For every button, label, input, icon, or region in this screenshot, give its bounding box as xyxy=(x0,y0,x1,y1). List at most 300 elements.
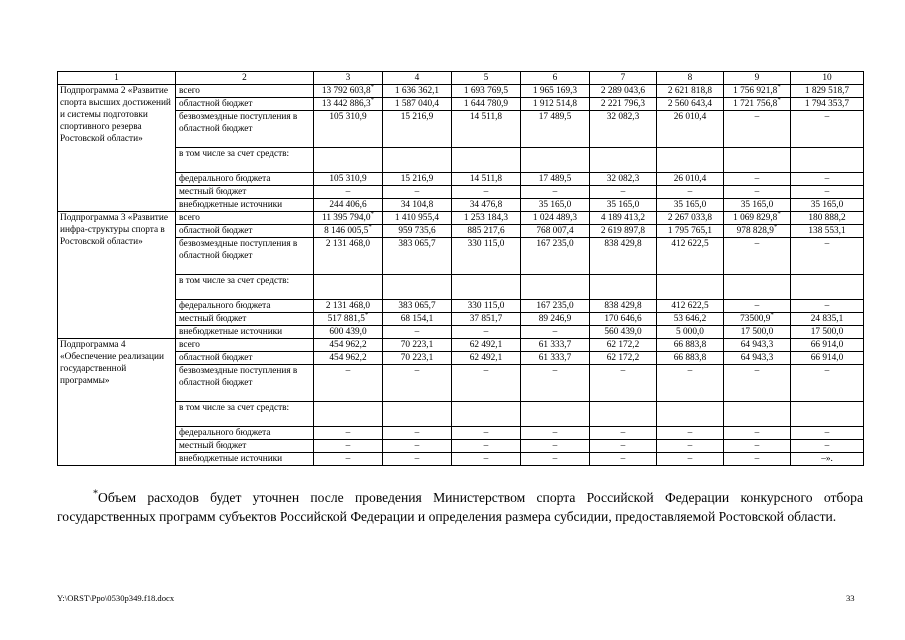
value-cell xyxy=(452,148,521,173)
value-cell xyxy=(383,300,452,313)
value-cell xyxy=(657,352,724,365)
value-cell xyxy=(590,352,657,365)
value-cell xyxy=(590,148,657,173)
funding-source-label: в том числе за счет средств: xyxy=(176,402,314,427)
funding-source-label: местный бюджет xyxy=(176,186,314,199)
value-cell xyxy=(791,427,864,440)
value-cell xyxy=(383,352,452,365)
value-cell xyxy=(791,238,864,275)
table-row xyxy=(58,427,864,440)
value-cell xyxy=(657,453,724,466)
value-text: 66 883,8 xyxy=(673,340,707,350)
value-text: – xyxy=(687,441,693,451)
value-cell xyxy=(791,453,864,466)
value-text: – xyxy=(620,454,626,464)
value-text: – xyxy=(824,174,830,184)
value-text: 68 154,1 xyxy=(400,314,434,324)
value-text: – xyxy=(483,366,489,376)
value-cell xyxy=(724,365,791,402)
value-text: – xyxy=(824,366,830,376)
value-cell xyxy=(590,402,657,427)
value-cell xyxy=(657,275,724,300)
budget-table xyxy=(57,71,864,466)
value-cell xyxy=(657,313,724,326)
value-cell xyxy=(791,85,864,98)
value-cell xyxy=(590,300,657,313)
table-row xyxy=(58,352,864,365)
value-text: – xyxy=(552,441,558,451)
value-cell xyxy=(657,402,724,427)
value-cell xyxy=(657,238,724,275)
value-text: 35 165,0 xyxy=(538,200,572,210)
funding-source-label: областной бюджет xyxy=(176,352,314,365)
table-row xyxy=(58,365,864,402)
value-cell xyxy=(314,98,383,111)
value-cell xyxy=(383,365,452,402)
footnote-mark: * xyxy=(370,211,374,218)
value-cell xyxy=(452,212,521,225)
value-text: 53 646,2 xyxy=(673,314,707,324)
value-cell xyxy=(590,326,657,339)
value-cell xyxy=(590,275,657,300)
value-text: – xyxy=(824,428,830,438)
value-cell xyxy=(590,111,657,148)
value-text: – xyxy=(687,366,693,376)
value-text: 34 104,8 xyxy=(400,200,434,210)
value-cell xyxy=(791,440,864,453)
value-text: – xyxy=(754,366,760,376)
value-cell xyxy=(724,453,791,466)
value-cell xyxy=(791,199,864,212)
funding-source-label: внебюджетные источники xyxy=(176,199,314,212)
value-cell xyxy=(314,300,383,313)
value-text: 1 794 353,7 xyxy=(804,99,850,109)
value-text: 244 406,6 xyxy=(329,200,367,210)
value-text: 959 735,6 xyxy=(398,226,436,236)
value-text: 26 010,4 xyxy=(673,174,707,184)
value-text: 978 828,9 xyxy=(736,226,774,236)
value-cell xyxy=(521,365,590,402)
value-text: 768 007,4 xyxy=(536,226,574,236)
value-text: 2 289 043,6 xyxy=(600,86,646,96)
value-cell xyxy=(791,186,864,199)
value-cell xyxy=(657,111,724,148)
value-text: 4 189 413,2 xyxy=(600,213,646,223)
value-text: 517 881,5 xyxy=(327,314,365,324)
value-text: 167 235,0 xyxy=(536,239,574,249)
value-cell xyxy=(383,402,452,427)
value-text: 32 082,3 xyxy=(606,112,640,122)
value-text: – xyxy=(483,441,489,451)
value-text: 34 476,8 xyxy=(469,200,503,210)
value-cell xyxy=(657,85,724,98)
value-cell xyxy=(724,212,791,225)
value-cell xyxy=(724,313,791,326)
value-text: 383 065,7 xyxy=(398,239,436,249)
value-cell xyxy=(724,275,791,300)
value-cell xyxy=(314,148,383,173)
value-text: 138 553,1 xyxy=(808,226,846,236)
value-text: – xyxy=(824,441,830,451)
table-row xyxy=(58,111,864,148)
value-text: 180 888,2 xyxy=(808,213,846,223)
value-cell xyxy=(452,225,521,238)
value-cell xyxy=(383,313,452,326)
table-row xyxy=(58,186,864,199)
value-text: 1 253 184,3 xyxy=(463,213,509,223)
value-text: 1 912 514,8 xyxy=(532,99,578,109)
value-cell xyxy=(590,313,657,326)
table-row xyxy=(58,148,864,173)
footer-file-path: Y:\ORST\Ppo\0530p349.f18.docx xyxy=(57,593,175,603)
value-cell xyxy=(657,212,724,225)
value-cell xyxy=(590,186,657,199)
value-cell xyxy=(590,173,657,186)
value-cell xyxy=(452,238,521,275)
value-cell xyxy=(791,402,864,427)
value-cell xyxy=(314,440,383,453)
value-text: 1 636 362,1 xyxy=(394,86,440,96)
value-cell xyxy=(724,111,791,148)
column-header: 7 xyxy=(590,72,657,85)
value-text: 35 165,0 xyxy=(810,200,844,210)
value-cell xyxy=(657,300,724,313)
value-text: 330 115,0 xyxy=(467,301,505,311)
value-cell xyxy=(791,212,864,225)
value-text: 61 333,7 xyxy=(538,353,572,363)
value-text: – xyxy=(414,327,420,337)
value-cell xyxy=(521,148,590,173)
value-text: 1 693 769,5 xyxy=(463,86,509,96)
value-cell xyxy=(791,300,864,313)
value-text: 14 511,8 xyxy=(469,174,503,184)
value-cell xyxy=(590,98,657,111)
funding-source-label: безвозмездные поступления в областной бюджет xyxy=(176,238,314,275)
value-cell xyxy=(657,427,724,440)
value-cell xyxy=(452,339,521,352)
footnote-mark: * xyxy=(777,211,781,218)
funding-source-label: всего xyxy=(176,85,314,98)
table-row xyxy=(58,85,864,98)
value-cell xyxy=(314,326,383,339)
table-row xyxy=(58,300,864,313)
value-cell xyxy=(314,199,383,212)
value-text: – xyxy=(754,174,760,184)
value-text: – xyxy=(620,441,626,451)
value-cell xyxy=(521,339,590,352)
value-text: 66 883,8 xyxy=(673,353,707,363)
value-text: 11 395 794,0 xyxy=(322,213,371,223)
value-cell xyxy=(521,85,590,98)
column-header: 5 xyxy=(452,72,521,85)
value-text: 1 024 489,3 xyxy=(532,213,578,223)
value-text: 383 065,7 xyxy=(398,301,436,311)
value-text: 61 333,7 xyxy=(538,340,572,350)
table-row xyxy=(58,199,864,212)
value-text: – xyxy=(754,441,760,451)
value-cell xyxy=(452,275,521,300)
value-text: – xyxy=(483,327,489,337)
value-text: – xyxy=(483,187,489,197)
value-text: 17 489,5 xyxy=(538,174,572,184)
value-cell xyxy=(383,186,452,199)
value-text: – xyxy=(552,366,558,376)
table-row xyxy=(58,440,864,453)
footnote-mark: * xyxy=(364,312,369,319)
value-text: 62 172,2 xyxy=(606,340,640,350)
value-cell xyxy=(724,186,791,199)
value-cell xyxy=(383,440,452,453)
program-name: Подпрограмма 4 «Обеспечение реализации государственной программы» xyxy=(58,339,176,466)
value-text: 2 131 468,0 xyxy=(325,301,371,311)
table-row xyxy=(58,339,864,352)
value-text: 560 439,0 xyxy=(604,327,642,337)
funding-source-label: внебюджетные источники xyxy=(176,326,314,339)
value-cell xyxy=(521,238,590,275)
value-text: 17 489,5 xyxy=(538,112,572,122)
value-cell xyxy=(521,300,590,313)
value-cell xyxy=(383,339,452,352)
value-cell xyxy=(590,365,657,402)
funding-source-label: местный бюджет xyxy=(176,440,314,453)
value-text: – xyxy=(414,428,420,438)
value-text: – xyxy=(414,366,420,376)
table-row xyxy=(58,326,864,339)
column-header: 9 xyxy=(724,72,791,85)
value-cell xyxy=(724,225,791,238)
value-cell xyxy=(383,148,452,173)
value-cell xyxy=(314,339,383,352)
column-header: 3 xyxy=(314,72,383,85)
value-cell xyxy=(383,212,452,225)
value-cell xyxy=(452,402,521,427)
value-cell xyxy=(521,275,590,300)
value-text: 64 943,3 xyxy=(740,353,774,363)
funding-source-label: федерального бюджета xyxy=(176,173,314,186)
value-cell xyxy=(657,199,724,212)
value-cell xyxy=(590,85,657,98)
table-header-row xyxy=(58,72,864,85)
value-cell xyxy=(521,199,590,212)
column-header: 2 xyxy=(176,72,314,85)
value-text: – xyxy=(824,239,830,249)
footnote xyxy=(57,488,863,526)
value-text: 66 914,0 xyxy=(810,353,844,363)
value-cell xyxy=(314,402,383,427)
value-text: – xyxy=(754,239,760,249)
value-cell xyxy=(791,111,864,148)
value-cell xyxy=(452,199,521,212)
value-cell xyxy=(314,313,383,326)
value-text: 62 492,1 xyxy=(469,353,503,363)
value-cell xyxy=(452,365,521,402)
value-cell xyxy=(791,365,864,402)
value-text: 14 511,8 xyxy=(469,112,503,122)
value-text: 24 835,1 xyxy=(810,314,844,324)
value-text: 62 172,2 xyxy=(606,353,640,363)
funding-source-label: областной бюджет xyxy=(176,225,314,238)
value-text: 2 621 818,8 xyxy=(667,86,713,96)
value-cell xyxy=(590,339,657,352)
value-cell xyxy=(383,111,452,148)
funding-source-label: областной бюджет xyxy=(176,98,314,111)
value-cell xyxy=(383,326,452,339)
column-header: 10 xyxy=(791,72,864,85)
value-cell xyxy=(521,402,590,427)
value-text: 2 221 796,3 xyxy=(600,99,646,109)
column-header: 4 xyxy=(383,72,452,85)
value-text: – xyxy=(414,454,420,464)
value-text: 1 644 780,9 xyxy=(463,99,509,109)
value-text: 17 500,0 xyxy=(740,327,774,337)
value-cell xyxy=(521,173,590,186)
value-text: – xyxy=(552,454,558,464)
value-cell xyxy=(314,427,383,440)
table-row xyxy=(58,98,864,111)
value-cell xyxy=(724,98,791,111)
value-text: 838 429,8 xyxy=(604,301,642,311)
value-cell xyxy=(657,365,724,402)
value-cell xyxy=(521,352,590,365)
value-text: – xyxy=(620,428,626,438)
value-cell xyxy=(452,186,521,199)
value-cell xyxy=(657,339,724,352)
value-cell xyxy=(724,402,791,427)
value-cell xyxy=(724,173,791,186)
value-cell xyxy=(590,453,657,466)
funding-source-label: безвозмездные поступления в областной бюджет xyxy=(176,111,314,148)
value-cell xyxy=(452,453,521,466)
value-cell xyxy=(314,173,383,186)
value-text: 1 756 921,8 xyxy=(733,86,778,96)
value-text: – xyxy=(414,187,420,197)
footnote-mark: * xyxy=(777,97,781,104)
funding-source-label: федерального бюджета xyxy=(176,427,314,440)
value-cell xyxy=(314,352,383,365)
value-text: 66 914,0 xyxy=(810,340,844,350)
value-cell xyxy=(521,313,590,326)
value-text: – xyxy=(552,428,558,438)
value-text: – xyxy=(345,187,351,197)
value-cell xyxy=(657,98,724,111)
value-cell xyxy=(724,300,791,313)
value-text: 89 246,9 xyxy=(538,314,572,324)
value-cell xyxy=(452,300,521,313)
value-text: 62 492,1 xyxy=(469,340,503,350)
value-text: 412 622,5 xyxy=(671,239,709,249)
value-cell xyxy=(314,186,383,199)
value-text: 35 165,0 xyxy=(673,200,707,210)
value-text: 26 010,4 xyxy=(673,112,707,122)
value-text: – xyxy=(824,187,830,197)
value-cell xyxy=(383,199,452,212)
value-text: 2 267 033,8 xyxy=(667,213,713,223)
value-text: – xyxy=(552,187,558,197)
value-text: 170 646,6 xyxy=(604,314,642,324)
value-text: 13 792 603,8 xyxy=(321,86,371,96)
value-cell xyxy=(724,85,791,98)
funding-source-label: всего xyxy=(176,339,314,352)
value-cell xyxy=(590,212,657,225)
value-text: 35 165,0 xyxy=(740,200,774,210)
value-text: 1 795 765,1 xyxy=(667,226,713,236)
value-text: 1 069 829,8 xyxy=(733,213,778,223)
value-cell xyxy=(521,186,590,199)
value-cell xyxy=(657,326,724,339)
value-cell xyxy=(383,453,452,466)
value-text: –». xyxy=(821,454,833,464)
funding-source-label: федерального бюджета xyxy=(176,300,314,313)
value-cell xyxy=(521,111,590,148)
value-cell xyxy=(724,148,791,173)
value-cell xyxy=(383,238,452,275)
value-text: 600 439,0 xyxy=(329,327,367,337)
value-cell xyxy=(521,98,590,111)
value-text: 1 965 169,3 xyxy=(532,86,578,96)
value-cell xyxy=(724,440,791,453)
value-text: 1 721 756,8 xyxy=(733,99,778,109)
table-row xyxy=(58,225,864,238)
value-cell xyxy=(521,453,590,466)
table-row xyxy=(58,275,864,300)
footnote-mark: * xyxy=(370,97,375,104)
value-cell xyxy=(314,453,383,466)
value-cell xyxy=(452,326,521,339)
value-cell xyxy=(314,111,383,148)
value-text: 330 115,0 xyxy=(467,239,505,249)
value-text: 105 310,9 xyxy=(329,174,367,184)
value-cell xyxy=(383,427,452,440)
column-header: 6 xyxy=(521,72,590,85)
table-row xyxy=(58,313,864,326)
value-cell xyxy=(657,148,724,173)
value-text: 15 216,9 xyxy=(400,174,434,184)
value-cell xyxy=(590,238,657,275)
value-text: 2 619 897,8 xyxy=(600,226,646,236)
value-text: 2 560 643,4 xyxy=(667,99,713,109)
value-text: – xyxy=(345,428,351,438)
value-text: 13 442 886,3 xyxy=(321,99,371,109)
value-text: 167 235,0 xyxy=(536,301,574,311)
value-text: 1 410 955,4 xyxy=(394,213,440,223)
value-cell xyxy=(452,173,521,186)
value-cell xyxy=(657,186,724,199)
footnote-mark: * xyxy=(773,224,778,231)
value-cell xyxy=(452,98,521,111)
value-text: 8 146 005,5 xyxy=(324,226,369,236)
table-row xyxy=(58,173,864,186)
value-text: 15 216,9 xyxy=(400,112,434,122)
value-text: – xyxy=(345,366,351,376)
value-cell xyxy=(314,85,383,98)
program-name: Подпрограмма 3 «Развитие инфра-структуры спорта в Ростовской области» xyxy=(58,212,176,339)
value-text: – xyxy=(345,454,351,464)
value-text: – xyxy=(754,301,760,311)
value-text: – xyxy=(754,112,760,122)
value-cell xyxy=(791,326,864,339)
value-text: – xyxy=(824,112,830,122)
page-number: 33 xyxy=(846,593,855,603)
value-text: 105 310,9 xyxy=(329,112,367,122)
value-text: – xyxy=(483,428,489,438)
value-cell xyxy=(791,148,864,173)
value-cell xyxy=(521,326,590,339)
value-text: – xyxy=(414,441,420,451)
table-row xyxy=(58,453,864,466)
value-text: 838 429,8 xyxy=(604,239,642,249)
value-cell xyxy=(452,427,521,440)
value-cell xyxy=(452,85,521,98)
